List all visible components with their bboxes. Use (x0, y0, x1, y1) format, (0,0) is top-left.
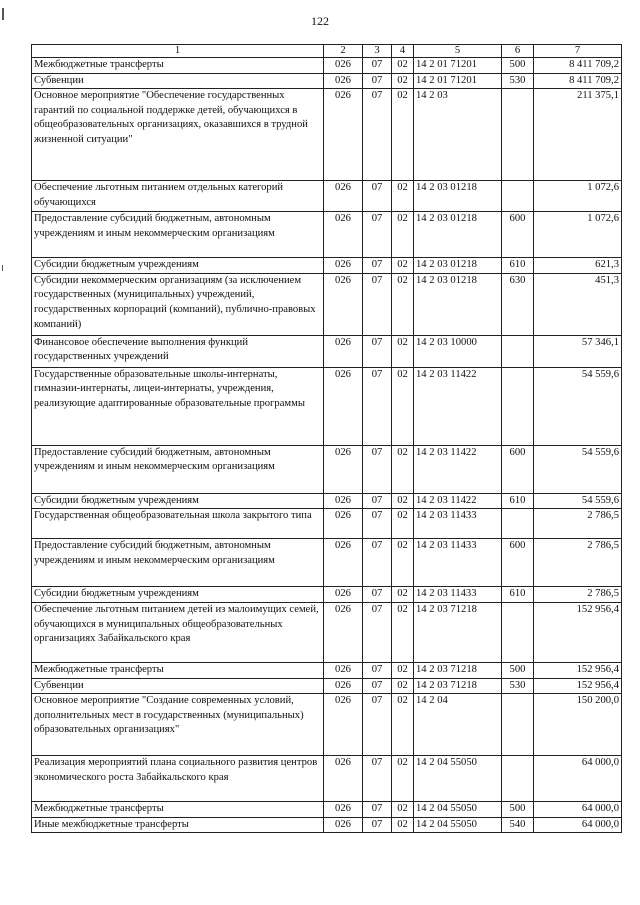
cell-department: 026 (324, 587, 363, 603)
cell-amount: 211 375,1 (534, 89, 622, 181)
cell-amount: 150 200,0 (534, 694, 622, 756)
row-name: Субвенции (32, 678, 324, 694)
table-row (32, 258, 622, 274)
cell-subsection: 02 (392, 678, 414, 694)
table-row (32, 493, 622, 509)
table-row (32, 756, 622, 802)
cell-amount: 8 411 709,2 (534, 73, 622, 89)
cell-amount: 64 000,0 (534, 756, 622, 802)
cell-section: 07 (363, 817, 392, 833)
cell-department: 026 (324, 539, 363, 587)
cell-amount: 57 346,1 (534, 335, 622, 367)
table-row (32, 73, 622, 89)
table-row (32, 181, 622, 212)
cell-target-article: 14 2 04 55050 (414, 817, 502, 833)
cell-section: 07 (363, 445, 392, 493)
header-cell: 7 (534, 45, 622, 58)
cell-target-article: 14 2 04 55050 (414, 756, 502, 802)
cell-department: 026 (324, 73, 363, 89)
cell-amount: 8 411 709,2 (534, 58, 622, 74)
row-name: Основное мероприятие "Обеспечение государственных гарантий по социальной поддержке детей, обучающихся в общеобразовательных организациях, оказавшихся в трудной жизненной ситуации" (32, 89, 324, 181)
table-row (32, 89, 622, 181)
cell-target-article: 14 2 04 (414, 694, 502, 756)
row-name: Государственные образовательные школы-интернаты, гимназии-интернаты, лицеи-интернаты, учреждения, реализующие адаптированные образовательные программы (32, 367, 324, 445)
cell-amount: 152 956,4 (534, 662, 622, 678)
row-name: Основное мероприятие "Создание современных условий, дополнительных мест в государственных (муниципальных) образовательных организациях" (32, 694, 324, 756)
cell-target-article: 14 2 03 01218 (414, 258, 502, 274)
header-cell: 6 (502, 45, 534, 58)
row-name: Иные межбюджетные трансферты (32, 817, 324, 833)
cell-subsection: 02 (392, 694, 414, 756)
cell-department: 026 (324, 258, 363, 274)
cell-department: 026 (324, 678, 363, 694)
row-name: Субсидии бюджетным учреждениям (32, 587, 324, 603)
table-row (32, 602, 622, 662)
cell-amount: 152 956,4 (534, 602, 622, 662)
row-name: Субвенции (32, 73, 324, 89)
cell-subsection: 02 (392, 273, 414, 335)
cell-section: 07 (363, 89, 392, 181)
cell-target-article: 14 2 03 (414, 89, 502, 181)
cell-section: 07 (363, 58, 392, 74)
row-name: Предоставление субсидий бюджетным, автономным учреждениям и иным некоммерческим организациям (32, 212, 324, 258)
cell-amount: 451,3 (534, 273, 622, 335)
cell-subsection: 02 (392, 493, 414, 509)
cell-section: 07 (363, 539, 392, 587)
row-name: Предоставление субсидий бюджетным, автономным учреждениям и иным некоммерческим организациям (32, 445, 324, 493)
header-cell: 1 (32, 45, 324, 58)
cell-subsection: 02 (392, 602, 414, 662)
cell-department: 026 (324, 335, 363, 367)
cell-section: 07 (363, 756, 392, 802)
header-cell: 2 (324, 45, 363, 58)
cell-expense-type: 500 (502, 662, 534, 678)
cell-section: 07 (363, 258, 392, 274)
cell-section: 07 (363, 335, 392, 367)
row-name: Предоставление субсидий бюджетным, автономным учреждениям и иным некоммерческим организациям (32, 539, 324, 587)
cell-section: 07 (363, 73, 392, 89)
cell-amount: 1 072,6 (534, 212, 622, 258)
cell-expense-type (502, 694, 534, 756)
table-row (32, 445, 622, 493)
cell-section: 07 (363, 493, 392, 509)
cell-target-article: 14 2 03 11422 (414, 445, 502, 493)
scan-edge-mark (2, 8, 4, 20)
header-cell: 4 (392, 45, 414, 58)
cell-section: 07 (363, 587, 392, 603)
cell-target-article: 14 2 03 10000 (414, 335, 502, 367)
cell-amount: 621,3 (534, 258, 622, 274)
cell-department: 026 (324, 694, 363, 756)
cell-subsection: 02 (392, 58, 414, 74)
cell-expense-type: 500 (502, 58, 534, 74)
cell-expense-type (502, 602, 534, 662)
cell-department: 026 (324, 756, 363, 802)
table-row (32, 509, 622, 539)
row-name: Реализация мероприятий плана социального развития центров экономического роста Забайкальского края (32, 756, 324, 802)
row-name: Субсидии некоммерческим организациям (за исключением государственных (муниципальных) учреждений, государственных корпораций (компаний), публично-правовых компаний) (32, 273, 324, 335)
cell-expense-type: 610 (502, 493, 534, 509)
cell-section: 07 (363, 802, 392, 818)
cell-department: 026 (324, 367, 363, 445)
row-name: Субсидии бюджетным учреждениям (32, 493, 324, 509)
cell-subsection: 02 (392, 212, 414, 258)
cell-section: 07 (363, 367, 392, 445)
table-header-row (32, 45, 622, 58)
cell-subsection: 02 (392, 335, 414, 367)
table-row (32, 539, 622, 587)
cell-subsection: 02 (392, 509, 414, 539)
scan-edge-mark (2, 265, 3, 271)
cell-subsection: 02 (392, 587, 414, 603)
cell-department: 026 (324, 662, 363, 678)
cell-expense-type (502, 367, 534, 445)
cell-department: 026 (324, 802, 363, 818)
cell-section: 07 (363, 662, 392, 678)
cell-department: 026 (324, 445, 363, 493)
cell-amount: 64 000,0 (534, 802, 622, 818)
cell-subsection: 02 (392, 258, 414, 274)
cell-amount: 152 956,4 (534, 678, 622, 694)
cell-department: 026 (324, 212, 363, 258)
cell-subsection: 02 (392, 181, 414, 212)
cell-target-article: 14 2 03 11433 (414, 509, 502, 539)
cell-expense-type: 500 (502, 802, 534, 818)
row-name: Обеспечение льготным питанием детей из малоимущих семей, обучающихся в муниципальных общеобразовательных организациях Забайкальского края (32, 602, 324, 662)
cell-amount: 2 786,5 (534, 509, 622, 539)
cell-department: 026 (324, 509, 363, 539)
table-row (32, 212, 622, 258)
row-name: Межбюджетные трансферты (32, 58, 324, 74)
cell-amount: 1 072,6 (534, 181, 622, 212)
cell-amount: 54 559,6 (534, 367, 622, 445)
cell-expense-type (502, 181, 534, 212)
cell-section: 07 (363, 602, 392, 662)
cell-subsection: 02 (392, 367, 414, 445)
cell-target-article: 14 2 03 71218 (414, 662, 502, 678)
cell-department: 026 (324, 89, 363, 181)
row-name: Субсидии бюджетным учреждениям (32, 258, 324, 274)
cell-expense-type (502, 89, 534, 181)
table-row (32, 367, 622, 445)
cell-target-article: 14 2 01 71201 (414, 73, 502, 89)
cell-target-article: 14 2 03 01218 (414, 181, 502, 212)
row-name: Финансовое обеспечение выполнения функций государственных учреждений (32, 335, 324, 367)
cell-expense-type: 530 (502, 73, 534, 89)
cell-expense-type (502, 756, 534, 802)
cell-target-article: 14 2 03 11433 (414, 539, 502, 587)
table-row (32, 802, 622, 818)
table-row (32, 58, 622, 74)
cell-section: 07 (363, 273, 392, 335)
table-row (32, 335, 622, 367)
cell-target-article: 14 2 03 11422 (414, 367, 502, 445)
cell-target-article: 14 2 03 71218 (414, 602, 502, 662)
cell-section: 07 (363, 212, 392, 258)
cell-subsection: 02 (392, 445, 414, 493)
cell-target-article: 14 2 03 01218 (414, 273, 502, 335)
cell-section: 07 (363, 678, 392, 694)
cell-department: 026 (324, 602, 363, 662)
row-name: Межбюджетные трансферты (32, 802, 324, 818)
cell-amount: 64 000,0 (534, 817, 622, 833)
cell-section: 07 (363, 509, 392, 539)
cell-expense-type (502, 509, 534, 539)
cell-department: 026 (324, 273, 363, 335)
cell-subsection: 02 (392, 89, 414, 181)
cell-expense-type: 600 (502, 212, 534, 258)
cell-target-article: 14 2 01 71201 (414, 58, 502, 74)
cell-subsection: 02 (392, 802, 414, 818)
cell-expense-type: 600 (502, 539, 534, 587)
header-cell: 5 (414, 45, 502, 58)
cell-target-article: 14 2 03 11433 (414, 587, 502, 603)
cell-department: 026 (324, 817, 363, 833)
cell-amount: 54 559,6 (534, 445, 622, 493)
cell-section: 07 (363, 694, 392, 756)
cell-subsection: 02 (392, 73, 414, 89)
cell-subsection: 02 (392, 756, 414, 802)
cell-department: 026 (324, 58, 363, 74)
cell-amount: 2 786,5 (534, 539, 622, 587)
table-row (32, 694, 622, 756)
row-name: Обеспечение льготным питанием отдельных категорий обучающихся (32, 181, 324, 212)
cell-expense-type: 540 (502, 817, 534, 833)
cell-amount: 54 559,6 (534, 493, 622, 509)
row-name: Межбюджетные трансферты (32, 662, 324, 678)
cell-target-article: 14 2 03 01218 (414, 212, 502, 258)
table-row (32, 587, 622, 603)
row-name: Государственная общеобразовательная школа закрытого типа (32, 509, 324, 539)
cell-expense-type: 630 (502, 273, 534, 335)
cell-expense-type (502, 335, 534, 367)
header-cell: 3 (363, 45, 392, 58)
page-number: 122 (311, 14, 329, 28)
cell-expense-type: 530 (502, 678, 534, 694)
cell-target-article: 14 2 03 71218 (414, 678, 502, 694)
budget-table (31, 44, 622, 833)
cell-department: 026 (324, 181, 363, 212)
cell-subsection: 02 (392, 539, 414, 587)
cell-subsection: 02 (392, 817, 414, 833)
cell-expense-type: 600 (502, 445, 534, 493)
cell-department: 026 (324, 493, 363, 509)
cell-target-article: 14 2 03 11422 (414, 493, 502, 509)
cell-expense-type: 610 (502, 258, 534, 274)
table-row (32, 273, 622, 335)
cell-subsection: 02 (392, 662, 414, 678)
table-row (32, 817, 622, 833)
cell-target-article: 14 2 04 55050 (414, 802, 502, 818)
cell-amount: 2 786,5 (534, 587, 622, 603)
table-row (32, 662, 622, 678)
cell-expense-type: 610 (502, 587, 534, 603)
cell-section: 07 (363, 181, 392, 212)
table-row (32, 678, 622, 694)
